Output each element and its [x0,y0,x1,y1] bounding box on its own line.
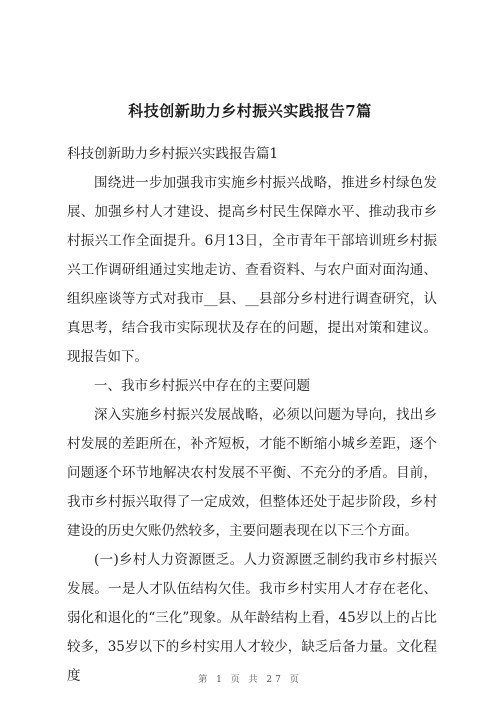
document-body [67,140,437,691]
paragraph-human-resources: (一)乡村人力资源匮乏。人力资源匮乏制约我市乡村振兴发展。一是人才队伍结构欠佳。我市乡村实用人才存在老化、弱化和退化的“三化”现象。从年龄结构上看，45岁以上的占比较多，35岁以下的乡村实用人才较少，缺乏后备力量。文化程度 [67,552,437,684]
paragraph-intro: 围绕进一步加强我市实施乡村振兴战略，推进乡村绿色发展、加强乡村人才建设、提高乡村民生保障水平、推动我市乡村振兴工作全面提升。6月13日，全市青年干部培训班乡村振兴工作调研组通过实地走访、查看资料、与农户面对面沟通、组织座谈等方式对我市__县、__县部分乡村进行调查研究，认真思考，结合我市实际现状及存在的问题，提出对策和建议。现报告如下。 [67,175,437,365]
section-title: 科技创新助力乡村振兴实践报告篇1 [67,146,279,162]
paragraph-problems-overview: 深入实施乡村振兴发展战略，必须以问题为导向，找出乡村发展的差距所在，补齐短板，才能不断缩小城乡差距，逐个问题逐个环节地解决农村发展不平衡、不充分的矛盾。目前，我市乡村振兴取得了一定成效，但整体还处于起步阶段，乡村建设的历史欠账仍然较多，主要问题表现在以下三个方面。 [67,407,437,539]
page-footer: 第 1 页 共 27 页 [198,675,302,685]
document-title: 科技创新助力乡村振兴实践报告7篇 [128,102,372,120]
heading-main-problems: 一、我市乡村振兴中存在的主要问题 [94,378,310,394]
